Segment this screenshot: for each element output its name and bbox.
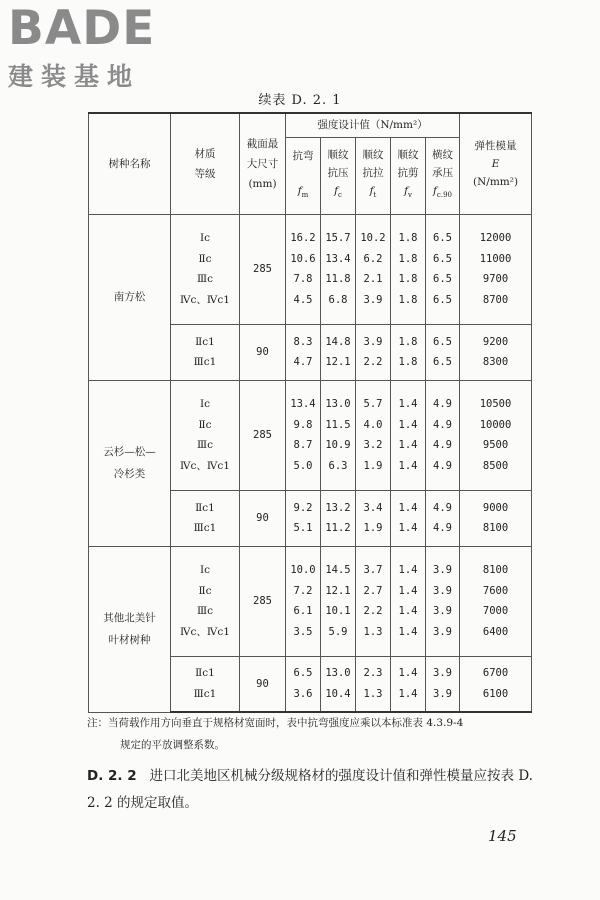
modulus-unit: (N/mm²) (473, 175, 519, 188)
value-cell-ft: 5.7 4.0 3.2 1.9 (356, 380, 391, 490)
section-cell: 285 (240, 546, 286, 656)
header-grade: 材质等级 (171, 113, 240, 214)
header-col-t: 顺纹 抗拉 $f_t$ (356, 137, 391, 214)
value-cell-fc90: 4.9 4.9 4.9 4.9 (426, 380, 460, 490)
grade-cell: Ⅰc Ⅱc Ⅲc Ⅳc、Ⅳc1 (171, 214, 240, 324)
value-cell-ft: 2.3 1.3 (356, 656, 391, 712)
value-cell-ft: 3.4 1.9 (356, 490, 391, 546)
value-cell-fv: 1.8 1.8 (391, 324, 426, 380)
page-number: 145 (488, 827, 517, 845)
value-cell-fc: 13.0 11.5 10.9 6.3 (321, 380, 356, 490)
value-cell-fc: 13.0 10.4 (321, 656, 356, 712)
strength-table (88, 112, 532, 713)
value-cell-fc: 14.5 12.1 10.1 5.9 (321, 546, 356, 656)
header-col-m: 抗弯 $f_m$ (286, 137, 321, 214)
value-cell-fv: 1.4 1.4 1.4 1.4 (391, 546, 426, 656)
value-cell-fc90: 3.9 3.9 3.9 3.9 (426, 546, 460, 656)
logo-subtitle: 建装基地 (8, 62, 141, 91)
value-cell-e: 12000 11000 9700 8700 (460, 214, 532, 324)
value-cell-fm: 16.2 10.6 7.8 4.5 (286, 214, 321, 324)
header-strength: 强度设计值（N/mm²） (286, 113, 460, 137)
header-species: 树种名称 (89, 113, 171, 214)
section-cell: 285 (240, 214, 286, 324)
value-cell-fv: 1.8 1.8 1.8 1.8 (391, 214, 426, 324)
grade-cell: Ⅱc1 Ⅲc1 (171, 490, 240, 546)
section-cell: 90 (240, 656, 286, 712)
value-cell-fm: 6.5 3.6 (286, 656, 321, 712)
note-line-2: 规定的平放调整系数。 (120, 739, 225, 751)
note-line-1: 注：当荷载作用方向垂直于规格材宽面时，表中抗弯强度应乘以本标准表 4.3.9-4 (87, 717, 464, 729)
value-cell-e: 6700 6100 (460, 656, 532, 712)
clause-paragraph (87, 763, 537, 817)
value-cell-fc90: 4.9 4.9 (426, 490, 460, 546)
table-row (89, 214, 532, 324)
modulus-label: 弹性模量 (474, 139, 517, 152)
value-cell-fc: 14.8 12.1 (321, 324, 356, 380)
header-modulus (460, 113, 532, 214)
clause-text: 进口北美地区机械分级规格材的强度设计值和弹性模量应按表 D. 2. 2 的规定取值。 (87, 768, 533, 811)
clause-number: D. 2. 2 (87, 768, 137, 784)
value-cell-fm: 9.2 5.1 (286, 490, 321, 546)
value-cell-ft: 3.9 2.2 (356, 324, 391, 380)
species-cell: 南方松 (89, 214, 171, 380)
brand-logo (8, 1, 183, 94)
value-cell-fc90: 3.9 3.9 (426, 656, 460, 712)
value-cell-e: 9200 8300 (460, 324, 532, 380)
value-cell-ft: 3.7 2.7 2.2 1.3 (356, 546, 391, 656)
grade-cell: Ⅰc Ⅱc Ⅲc Ⅳc、Ⅳc1 (171, 546, 240, 656)
value-cell-fc: 15.7 13.4 11.8 6.8 (321, 214, 356, 324)
value-cell-e: 8100 7600 7000 6400 (460, 546, 532, 656)
section-cell: 90 (240, 490, 286, 546)
value-cell-fv: 1.4 1.4 (391, 490, 426, 546)
section-cell: 285 (240, 380, 286, 490)
value-cell-fv: 1.4 1.4 (391, 656, 426, 712)
modulus-symbol: E (491, 157, 500, 170)
value-cell-fm: 8.3 4.7 (286, 324, 321, 380)
table-row (89, 546, 532, 656)
section-cell: 90 (240, 324, 286, 380)
value-cell-e: 10500 10000 9500 8500 (460, 380, 532, 490)
header-col-v: 顺纹 抗剪 $f_v$ (391, 137, 426, 214)
table-note (87, 712, 547, 756)
value-cell-ft: 10.2 6.2 2.1 3.9 (356, 214, 391, 324)
species-cell: 其他北美针叶材树种 (89, 546, 171, 712)
value-cell-fv: 1.4 1.4 1.4 1.4 (391, 380, 426, 490)
grade-cell: Ⅰc Ⅱc Ⅲc Ⅳc、Ⅳc1 (171, 380, 240, 490)
value-cell-fm: 13.4 9.8 8.7 5.0 (286, 380, 321, 490)
value-cell-fc: 13.2 11.2 (321, 490, 356, 546)
grade-cell: Ⅱc1 Ⅲc1 (171, 324, 240, 380)
table-caption: 续表 D. 2. 1 (258, 93, 342, 108)
header-section: 截面最大尺寸(mm) (240, 113, 286, 214)
table-row (89, 380, 532, 490)
value-cell-fm: 10.0 7.2 6.1 3.5 (286, 546, 321, 656)
logo-brand: BADE (8, 1, 156, 56)
value-cell-e: 9000 8100 (460, 490, 532, 546)
value-cell-fc90: 6.5 6.5 6.5 6.5 (426, 214, 460, 324)
header-col-c: 顺纹 抗压 $f_c$ (321, 137, 356, 214)
grade-cell: Ⅱc1 Ⅲc1 (171, 656, 240, 712)
header-col-c90: 横纹 承压 $f_{c.90}$ (426, 137, 460, 214)
species-cell: 云杉—松—冷杉类 (89, 380, 171, 546)
value-cell-fc90: 6.5 6.5 (426, 324, 460, 380)
